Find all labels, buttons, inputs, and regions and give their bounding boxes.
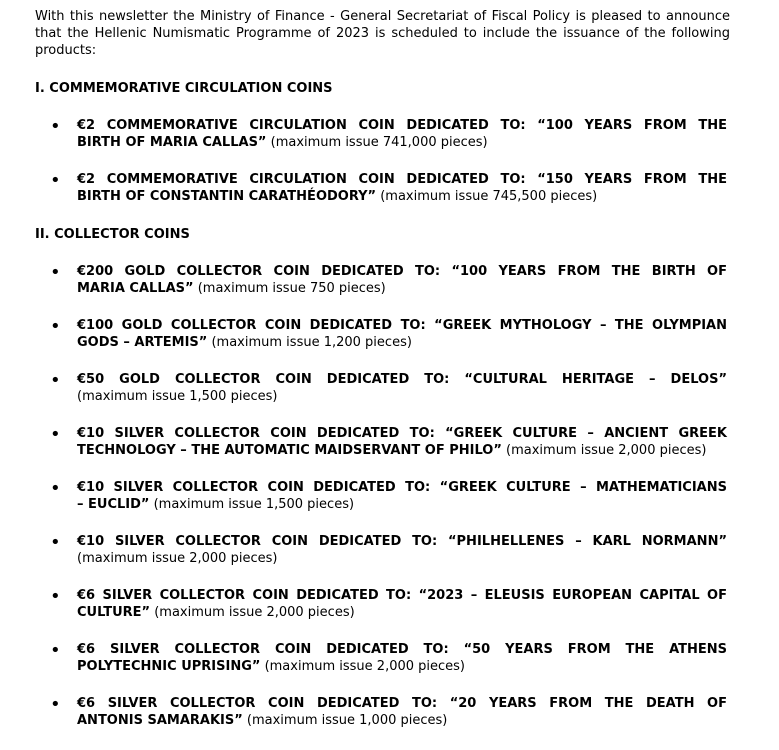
- item-max-issue: (maximum issue 741,000 pieces): [266, 135, 488, 150]
- bullet: •: [50, 694, 61, 715]
- bullet: •: [50, 262, 61, 283]
- item-title-line: €200 GOLD COLLECTOR COIN DEDICATED TO: “100 YEARS FROM THE BIRTH OF: [77, 264, 727, 279]
- bullet: •: [50, 316, 61, 337]
- list-item-collector-2: [77, 317, 727, 351]
- item-title-line: €6 SILVER COLLECTOR COIN DEDICATED TO: “50 YEARS FROM THE ATHENS: [77, 642, 727, 657]
- list-item-collector-7: [77, 587, 727, 621]
- item-title-line: €10 SILVER COLLECTOR COIN DEDICATED TO: “PHILHELLENES – KARL NORMANN”: [77, 534, 727, 549]
- bullet: •: [50, 170, 61, 191]
- item-max-issue: (maximum issue 1,000 pieces): [242, 713, 448, 728]
- item-title-end: BIRTH OF CONSTANTIN CARATHÉODORY”: [77, 189, 377, 204]
- item-max-issue: (maximum issue 1,200 pieces): [207, 335, 412, 350]
- bullet: •: [50, 116, 61, 137]
- bullet: •: [50, 532, 61, 553]
- list-item-collector-6: [77, 533, 727, 567]
- list-item-collector-8: [77, 641, 727, 675]
- list-item-commemorative-2: [77, 171, 727, 205]
- intro-paragraph: With this newsletter the Ministry of Finance - General Secretariat of Fiscal Policy is pleased to announce that the Hellenic Numismatic Programme of 2023 is scheduled to include the issuance of the following products:: [35, 9, 730, 58]
- item-title-end: POLYTECHNIC UPRISING”: [77, 659, 261, 674]
- item-title-line: €50 GOLD COLLECTOR COIN DEDICATED TO: “CULTURAL HERITAGE – DELOS”: [77, 372, 727, 387]
- item-second-line: [77, 442, 727, 459]
- list-item-commemorative-1: [77, 117, 727, 151]
- item-max-issue: (maximum issue 2,000 pieces): [260, 659, 466, 674]
- list-item-collector-5: [77, 479, 727, 513]
- bullet: •: [50, 370, 61, 391]
- item-second-line: [77, 712, 727, 729]
- item-second-line: [77, 550, 727, 567]
- item-title-line: €10 SILVER COLLECTOR COIN DEDICATED TO: “GREEK CULTURE – MATHEMATICIANS: [77, 480, 727, 495]
- item-title-line: €10 SILVER COLLECTOR COIN DEDICATED TO: “GREEK CULTURE – ANCIENT GREEK: [77, 426, 727, 441]
- list-item-collector-4: [77, 425, 727, 459]
- item-title-line: €6 SILVER COLLECTOR COIN DEDICATED TO: “20 YEARS FROM THE DEATH OF: [77, 696, 727, 711]
- item-second-line: [77, 496, 727, 513]
- list-item-collector-9: [77, 695, 727, 729]
- item-max-issue: (maximum issue 2,000 pieces): [150, 605, 355, 620]
- item-second-line: [77, 388, 727, 405]
- item-max-issue: (maximum issue 750 pieces): [193, 281, 386, 296]
- item-max-issue: (maximum issue 1,500 pieces): [77, 389, 278, 404]
- item-title-line: €2 COMMEMORATIVE CIRCULATION COIN DEDICATED TO: “100 YEARS FROM THE: [77, 118, 727, 133]
- bullet: •: [50, 478, 61, 499]
- section-heading-commemorative: I. COMMEMORATIVE CIRCULATION COINS: [35, 81, 333, 96]
- item-second-line: [77, 604, 727, 621]
- list-item-collector-3: [77, 371, 727, 405]
- item-title-end: BIRTH OF MARIA CALLAS”: [77, 135, 267, 150]
- bullet: •: [50, 424, 61, 445]
- item-title-line: €100 GOLD COLLECTOR COIN DEDICATED TO: “GREEK MYTHOLOGY – THE OLYMPIAN: [77, 318, 727, 333]
- item-title-end: GODS – ARTEMIS”: [77, 335, 208, 350]
- item-title-end: ANTONIS SAMARAKIS”: [77, 713, 243, 728]
- item-max-issue: (maximum issue 2,000 pieces): [77, 551, 278, 566]
- item-title-line: €2 COMMEMORATIVE CIRCULATION COIN DEDICATED TO: “150 YEARS FROM THE: [77, 172, 727, 187]
- item-second-line: [77, 658, 727, 675]
- item-max-issue: (maximum issue 1,500 pieces): [149, 497, 355, 512]
- section-heading-collector: II. COLLECTOR COINS: [35, 227, 190, 242]
- item-title-end: MARIA CALLAS”: [77, 281, 194, 296]
- item-second-line: [77, 334, 727, 351]
- item-title-end: CULTURE”: [77, 605, 151, 620]
- list-item-collector-1: [77, 263, 727, 297]
- item-max-issue: (maximum issue 745,500 pieces): [376, 189, 598, 204]
- item-title-end: – EUCLID”: [77, 497, 150, 512]
- item-title-end: TECHNOLOGY – THE AUTOMATIC MAIDSERVANT OF PHILO”: [77, 443, 502, 458]
- item-max-issue: (maximum issue 2,000 pieces): [501, 443, 707, 458]
- item-second-line: [77, 188, 727, 205]
- item-second-line: [77, 280, 727, 297]
- bullet: •: [50, 640, 61, 661]
- item-title-line: €6 SILVER COLLECTOR COIN DEDICATED TO: “2023 – ELEUSIS EUROPEAN CAPITAL OF: [77, 588, 727, 603]
- bullet: •: [50, 586, 61, 607]
- item-second-line: [77, 134, 727, 151]
